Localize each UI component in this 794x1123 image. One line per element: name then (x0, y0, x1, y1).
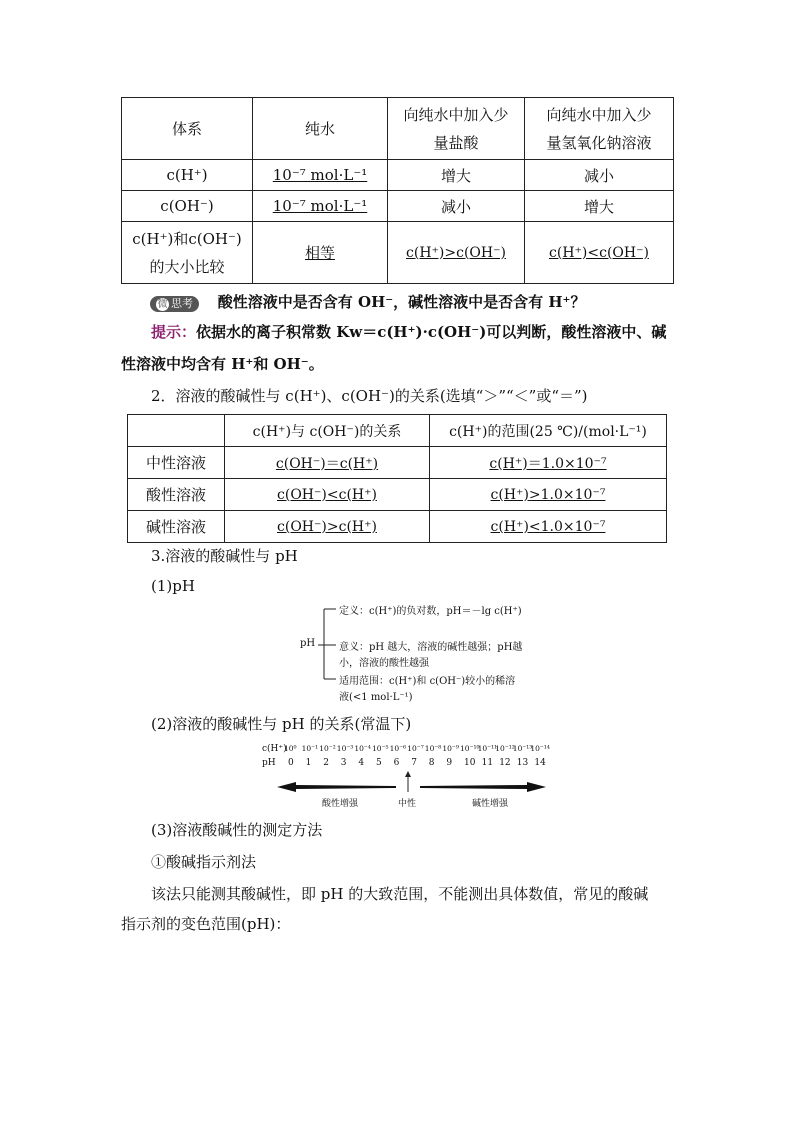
header-range: c(H⁺)的范围(25 ℃)/(mol·L⁻¹) (430, 415, 667, 447)
conc-label: c(H⁺) (262, 744, 287, 754)
header-pure-water: 纯水 (253, 98, 388, 160)
table-row (128, 511, 667, 543)
conc-tick-label: 10⁻¹ (301, 744, 319, 753)
section3-title: 3.溶液的酸碱性与 pH (151, 547, 298, 565)
solution-type: 酸性溶液 (128, 479, 225, 511)
range-value: c(H⁺)＝1.0×10⁻⁷ (430, 447, 667, 479)
acidity-relation-table (127, 414, 667, 543)
table-row (122, 191, 674, 222)
range-value: c(H⁺)<1.0×10⁻⁷ (430, 511, 667, 543)
relation-value: c(OH⁻)<c(H⁺) (225, 479, 430, 511)
conc-tick-label: 10⁻¹³ (512, 744, 533, 753)
conc-tick-label: 10⁻⁶ (389, 744, 407, 753)
conc-tick-label: 10⁻⁹ (442, 744, 459, 753)
base-increase-label: 碱性增强 (472, 799, 509, 809)
diagram-meaning-1: 意义：pH 越大，溶液的碱性越强；pH越 (339, 642, 523, 653)
base-value: 减小 (525, 160, 674, 191)
ph-tick-label: 13 (516, 758, 529, 768)
ph-tick-label: 8 (428, 758, 435, 768)
header-add-base: 向纯水中加入少 量氢氧化钠溶液 (525, 98, 674, 160)
paragraph-line2: 指示剂的变色范围(pH)： (121, 915, 291, 933)
header-blank (128, 415, 225, 447)
table-row (128, 479, 667, 511)
table-row (128, 447, 667, 479)
method1-title: ①酸碱指示剂法 (151, 853, 257, 871)
solution-type: 碱性溶液 (128, 511, 225, 543)
ph-tick-label: 0 (288, 758, 294, 768)
ph-tick-label: 10 (464, 758, 476, 768)
header-system: 体系 (122, 98, 253, 160)
conc-tick-label: 10⁻¹² (495, 744, 515, 753)
ph-tick-label: 12 (499, 758, 511, 768)
range-value: c(H⁺)>1.0×10⁻⁷ (430, 479, 667, 511)
pure-water-value: 10⁻⁷ mol·L⁻¹ (253, 191, 388, 222)
row-label: c(OH⁻) (122, 191, 253, 222)
table-row (122, 222, 674, 284)
ph-diagram (300, 600, 540, 705)
conc-tick-label: 10⁻⁸ (424, 744, 442, 753)
base-value: c(H⁺)<c(OH⁻) (525, 222, 674, 284)
ph-tick-label: 4 (358, 758, 365, 768)
header-add-acid: 向纯水中加入少 量盐酸 (388, 98, 525, 160)
ph-scale-diagram (262, 744, 562, 812)
hint-line2: 性溶液中均含有 H⁺和 OH⁻。 (121, 355, 324, 373)
row-label: c(H⁺) (122, 160, 253, 191)
paragraph-line1: 该法只能测其酸碱性，即 pH 的大致范围，不能测出具体数值，常见的酸碱 (151, 885, 649, 903)
conc-tick-label: 10⁻⁷ (407, 744, 424, 753)
pure-water-value: 10⁻⁷ mol·L⁻¹ (253, 160, 388, 191)
section3-sub3: (3)溶液酸碱性的测定方法 (151, 821, 323, 839)
conc-tick-label: 10⁻¹¹ (477, 744, 498, 753)
think-question-row (150, 290, 585, 314)
diagram-meaning-2: 小，溶液的酸性越强 (339, 658, 429, 669)
row-label: c(H⁺)和c(OH⁻) 的大小比较 (122, 222, 253, 284)
diagram-range-2: 液(<1 mol·L⁻¹) (339, 692, 413, 703)
ph-tick-label: 9 (446, 758, 453, 768)
table-row (122, 160, 674, 191)
section2-title: 2．溶液的酸碱性与 c(H⁺)、c(OH⁻)的关系(选填“＞”“＜”或“＝”) (151, 387, 588, 405)
ph-tick-label: 6 (393, 758, 400, 768)
relation-value: c(OH⁻)＝c(H⁺) (225, 447, 430, 479)
pure-water-value: 相等 (253, 222, 388, 284)
ph-tick-label: 7 (411, 758, 417, 768)
hint-label: 提示： (151, 323, 197, 341)
conc-tick-label: 10⁻⁵ (372, 744, 389, 753)
header-relation: c(H⁺)与 c(OH⁻)的关系 (225, 415, 430, 447)
acid-value: c(H⁺)>c(OH⁻) (388, 222, 525, 284)
section3-sub2: (2)溶液的酸碱性与 pH 的关系(常温下) (151, 715, 412, 733)
hint-line1: 依据水的离子积常数 Kw＝c(H⁺)·c(OH⁻)可以判断，酸性溶液中、碱 (196, 323, 667, 341)
diagram-root: pH (300, 638, 316, 649)
section3-sub1: (1)pH (151, 577, 195, 595)
ph-tick-label: 14 (534, 758, 546, 768)
ph-tick-label: 5 (376, 758, 382, 768)
conc-tick-label: 10⁻³ (336, 744, 354, 753)
neutral-label: 中性 (398, 799, 417, 809)
ph-tick-label: 3 (340, 758, 347, 768)
water-ions-table (121, 97, 674, 284)
conc-tick-label: 10⁻¹⁰ (460, 744, 480, 753)
conc-tick-label: 10⁻² (319, 744, 336, 753)
ph-label: pH (262, 758, 276, 768)
base-value: 增大 (525, 191, 674, 222)
think-question: 酸性溶液中是否含有 OH⁻，碱性溶液中是否含有 H⁺？ (217, 293, 586, 311)
conc-tick-label: 10⁻⁴ (354, 744, 371, 753)
relation-value: c(OH⁻)>c(H⁺) (225, 511, 430, 543)
think-badge: 微 思考 (150, 296, 199, 312)
acid-value: 增大 (388, 160, 525, 191)
acid-value: 减小 (388, 191, 525, 222)
diagram-definition: 定义：c(H⁺)的负对数，pH＝－lg c(H⁺) (339, 606, 522, 617)
conc-tick-label: 10⁻¹⁴ (530, 744, 550, 753)
solution-type: 中性溶液 (128, 447, 225, 479)
hint-block (151, 318, 681, 346)
ph-tick-label: 11 (481, 758, 494, 768)
ph-tick-label: 1 (305, 758, 312, 768)
acid-increase-label: 酸性增强 (322, 799, 359, 809)
conc-tick-label: 10⁰ (284, 744, 297, 753)
diagram-range-1: 适用范围：c(H⁺)和 c(OH⁻)较小的稀溶 (339, 676, 516, 687)
ph-tick-label: 2 (323, 758, 329, 768)
